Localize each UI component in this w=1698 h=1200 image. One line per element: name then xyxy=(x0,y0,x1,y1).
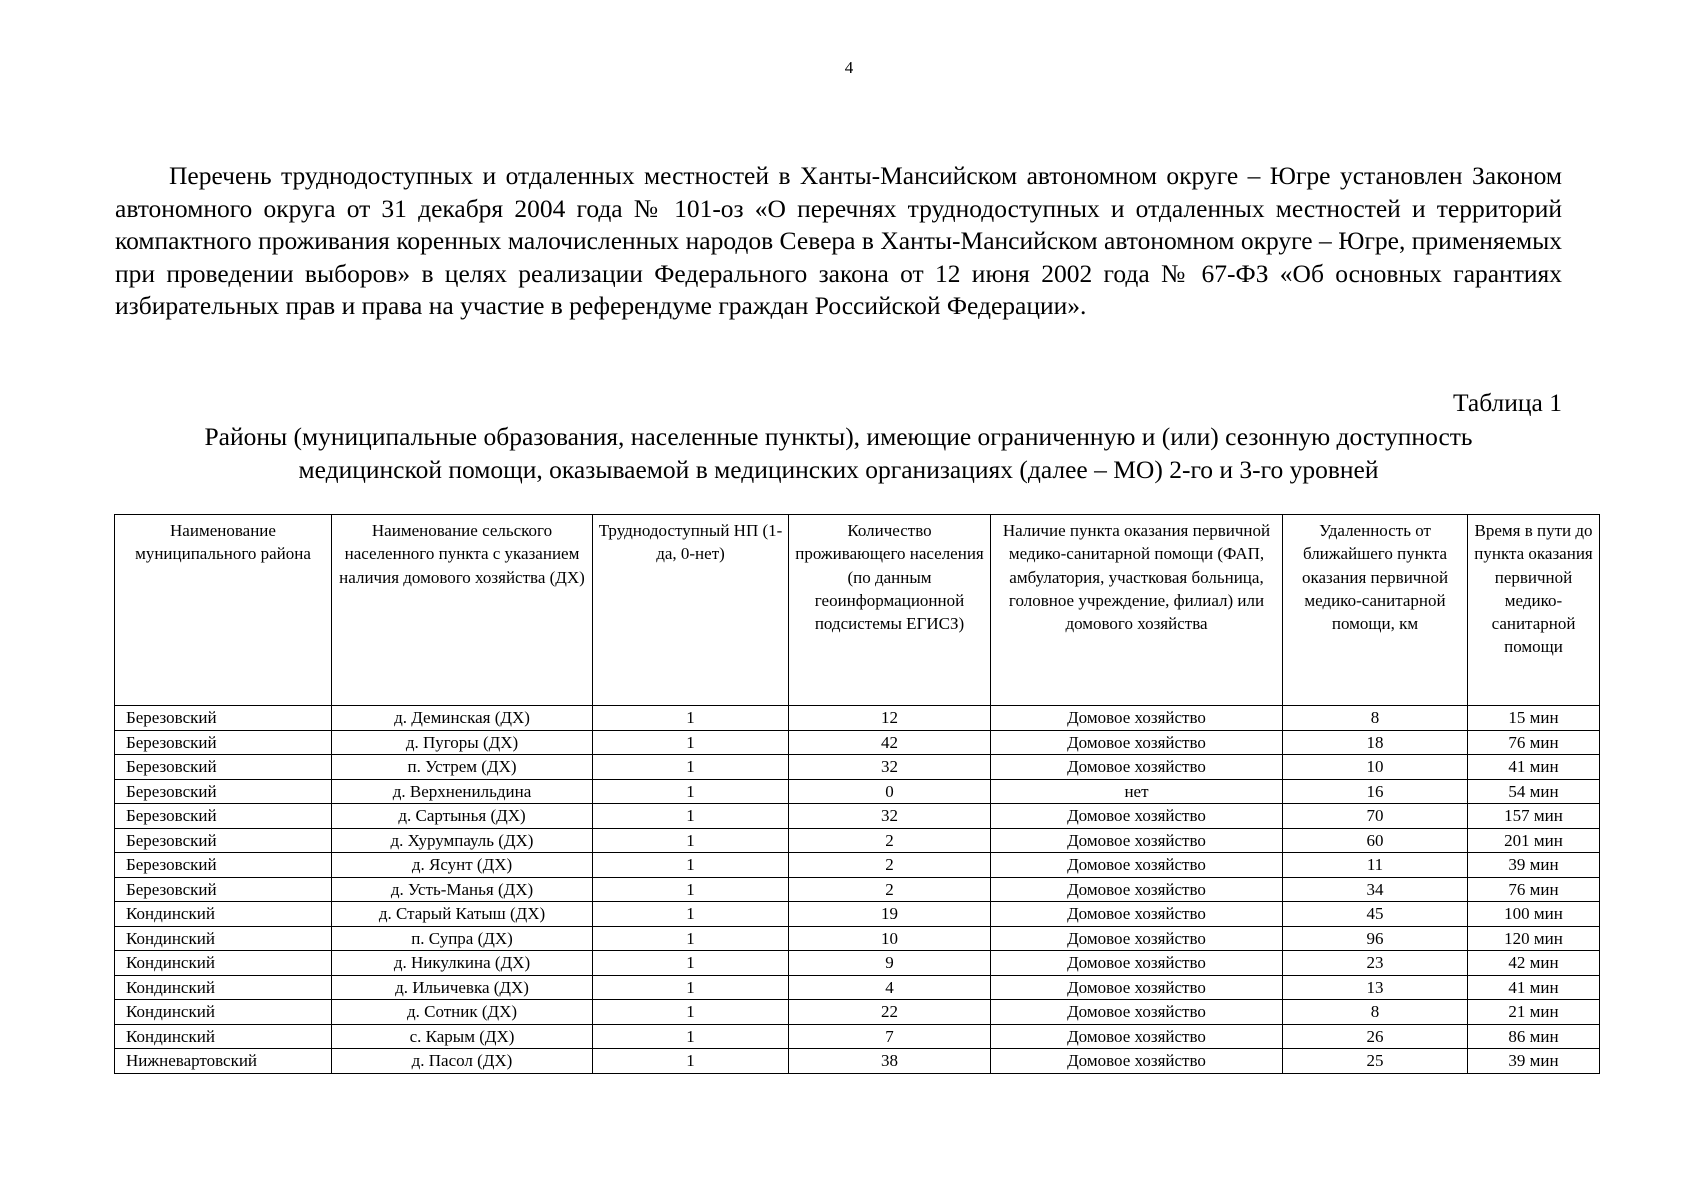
cell-settlement: п. Супра (ДХ) xyxy=(332,926,593,951)
table-title xyxy=(115,420,1562,486)
cell-settlement: д. Пугоры (ДХ) xyxy=(332,730,593,755)
cell-population: 10 xyxy=(789,926,991,951)
cell-distance: 8 xyxy=(1283,706,1468,731)
cell-distance: 96 xyxy=(1283,926,1468,951)
cell-settlement: д. Старый Катыш (ДХ) xyxy=(332,902,593,927)
cell-travel-time: 39 мин xyxy=(1468,853,1600,878)
cell-distance: 8 xyxy=(1283,1000,1468,1025)
header-distance: Удаленность от ближайшего пункта оказания первичной медико-санитарной помощи, км xyxy=(1283,515,1468,706)
cell-population: 32 xyxy=(789,755,991,780)
table-row xyxy=(115,902,1600,927)
cell-distance: 10 xyxy=(1283,755,1468,780)
cell-population: 42 xyxy=(789,730,991,755)
table-label: Таблица 1 xyxy=(1452,388,1562,417)
cell-travel-time: 157 мин xyxy=(1468,804,1600,829)
cell-hard-to-reach: 1 xyxy=(593,779,789,804)
cell-care-point: Домовое хозяйство xyxy=(991,877,1283,902)
cell-population: 2 xyxy=(789,828,991,853)
cell-district: Кондинский xyxy=(115,951,332,976)
cell-hard-to-reach: 1 xyxy=(593,755,789,780)
table-row xyxy=(115,926,1600,951)
cell-population: 32 xyxy=(789,804,991,829)
table-row xyxy=(115,975,1600,1000)
cell-travel-time: 86 мин xyxy=(1468,1024,1600,1049)
cell-care-point: Домовое хозяйство xyxy=(991,975,1283,1000)
cell-hard-to-reach: 1 xyxy=(593,853,789,878)
cell-district: Кондинский xyxy=(115,1024,332,1049)
table-body xyxy=(115,706,1600,1074)
accessibility-table xyxy=(114,514,1600,1074)
cell-travel-time: 120 мин xyxy=(1468,926,1600,951)
table-header xyxy=(115,515,1600,706)
cell-hard-to-reach: 1 xyxy=(593,926,789,951)
table-row xyxy=(115,755,1600,780)
cell-settlement: д. Усть-Манья (ДХ) xyxy=(332,877,593,902)
table-row xyxy=(115,804,1600,829)
cell-care-point: Домовое хозяйство xyxy=(991,1049,1283,1074)
cell-distance: 26 xyxy=(1283,1024,1468,1049)
cell-hard-to-reach: 1 xyxy=(593,877,789,902)
cell-district: Березовский xyxy=(115,804,332,829)
cell-care-point: Домовое хозяйство xyxy=(991,706,1283,731)
cell-care-point: Домовое хозяйство xyxy=(991,902,1283,927)
cell-population: 7 xyxy=(789,1024,991,1049)
page-number: 4 xyxy=(844,58,854,77)
cell-distance: 16 xyxy=(1283,779,1468,804)
cell-hard-to-reach: 1 xyxy=(593,1024,789,1049)
cell-distance: 34 xyxy=(1283,877,1468,902)
cell-care-point: Домовое хозяйство xyxy=(991,1000,1283,1025)
cell-hard-to-reach: 1 xyxy=(593,1000,789,1025)
cell-travel-time: 15 мин xyxy=(1468,706,1600,731)
cell-settlement: д. Сотник (ДХ) xyxy=(332,1000,593,1025)
cell-settlement: д. Никулкина (ДХ) xyxy=(332,951,593,976)
cell-travel-time: 42 мин xyxy=(1468,951,1600,976)
cell-distance: 45 xyxy=(1283,902,1468,927)
cell-travel-time: 41 мин xyxy=(1468,755,1600,780)
intro-paragraph: Перечень труднодоступных и отдаленных местностей в Ханты-Мансийском автономном округе – Югре установлен Законом автономного округа от 31 декабря 2004 года № 101-оз «О перечнях труднодоступных и отдаленных местностей и территорий компактного проживания коренных малочисленных народов Севера в Ханты-Мансийском автономном округе – Югре, применяемых при проведении выборов» в целях реализации Федерального закона от 12 июня 2002 года № 67-ФЗ «Об основных гарантиях избирательных прав и права на участие в референдуме граждан Российской Федерации». xyxy=(115,161,1562,320)
table-row xyxy=(115,1024,1600,1049)
cell-district: Березовский xyxy=(115,730,332,755)
cell-care-point: Домовое хозяйство xyxy=(991,828,1283,853)
cell-care-point: Домовое хозяйство xyxy=(991,926,1283,951)
cell-population: 4 xyxy=(789,975,991,1000)
table-title-line-2: медицинской помощи, оказываемой в медицинских организациях (далее – МО) 2-го и 3-го уровней xyxy=(298,455,1379,484)
table-row xyxy=(115,828,1600,853)
cell-care-point: Домовое хозяйство xyxy=(991,804,1283,829)
cell-district: Березовский xyxy=(115,755,332,780)
header-care-point: Наличие пункта оказания первичной медико-санитарной помощи (ФАП, амбулатория, участковая больница, головное учреждение, филиал) или домового хозяйства xyxy=(991,515,1283,706)
table-row xyxy=(115,779,1600,804)
cell-travel-time: 100 мин xyxy=(1468,902,1600,927)
cell-district: Кондинский xyxy=(115,902,332,927)
cell-population: 9 xyxy=(789,951,991,976)
cell-district: Кондинский xyxy=(115,975,332,1000)
cell-district: Березовский xyxy=(115,828,332,853)
cell-travel-time: 41 мин xyxy=(1468,975,1600,1000)
cell-settlement: д. Ясунт (ДХ) xyxy=(332,853,593,878)
cell-travel-time: 39 мин xyxy=(1468,1049,1600,1074)
cell-travel-time: 54 мин xyxy=(1468,779,1600,804)
cell-travel-time: 76 мин xyxy=(1468,877,1600,902)
cell-hard-to-reach: 1 xyxy=(593,706,789,731)
cell-district: Нижневартовский xyxy=(115,1049,332,1074)
table-row xyxy=(115,1049,1600,1074)
cell-hard-to-reach: 1 xyxy=(593,951,789,976)
header-row xyxy=(115,515,1600,706)
cell-care-point: нет xyxy=(991,779,1283,804)
cell-distance: 13 xyxy=(1283,975,1468,1000)
header-settlement: Наименование сельского населенного пункта с указанием наличия домового хозяйства (ДХ) xyxy=(332,515,593,706)
header-district: Наименование муниципального района xyxy=(115,515,332,706)
cell-distance: 25 xyxy=(1283,1049,1468,1074)
cell-settlement: д. Сартынья (ДХ) xyxy=(332,804,593,829)
cell-distance: 18 xyxy=(1283,730,1468,755)
cell-travel-time: 21 мин xyxy=(1468,1000,1600,1025)
cell-settlement: с. Карым (ДХ) xyxy=(332,1024,593,1049)
table-title-line-1: Районы (муниципальные образования, населенные пункты), имеющие ограниченную и (или) сезонную доступность xyxy=(204,422,1473,451)
cell-travel-time: 76 мин xyxy=(1468,730,1600,755)
cell-hard-to-reach: 1 xyxy=(593,902,789,927)
cell-care-point: Домовое хозяйство xyxy=(991,951,1283,976)
cell-hard-to-reach: 1 xyxy=(593,975,789,1000)
cell-settlement: д. Пасол (ДХ) xyxy=(332,1049,593,1074)
cell-settlement: д. Хурумпауль (ДХ) xyxy=(332,828,593,853)
cell-distance: 60 xyxy=(1283,828,1468,853)
table-row xyxy=(115,877,1600,902)
header-travel-time: Время в пути до пункта оказания первичной медико-санитарной помощи xyxy=(1468,515,1600,706)
header-hard-to-reach: Труднодоступный НП (1-да, 0-нет) xyxy=(593,515,789,706)
cell-population: 12 xyxy=(789,706,991,731)
cell-population: 22 xyxy=(789,1000,991,1025)
table-row xyxy=(115,951,1600,976)
header-population: Количество проживающего населения (по данным геоинформационной подсистемы ЕГИСЗ) xyxy=(789,515,991,706)
table-row xyxy=(115,730,1600,755)
cell-hard-to-reach: 1 xyxy=(593,828,789,853)
cell-population: 19 xyxy=(789,902,991,927)
cell-district: Березовский xyxy=(115,853,332,878)
cell-population: 0 xyxy=(789,779,991,804)
cell-distance: 11 xyxy=(1283,853,1468,878)
cell-care-point: Домовое хозяйство xyxy=(991,853,1283,878)
cell-settlement: д. Деминская (ДХ) xyxy=(332,706,593,731)
cell-care-point: Домовое хозяйство xyxy=(991,755,1283,780)
table-row xyxy=(115,706,1600,731)
cell-hard-to-reach: 1 xyxy=(593,804,789,829)
cell-care-point: Домовое хозяйство xyxy=(991,730,1283,755)
table-row xyxy=(115,1000,1600,1025)
cell-population: 2 xyxy=(789,877,991,902)
cell-district: Березовский xyxy=(115,779,332,804)
cell-settlement: д. Ильичевка (ДХ) xyxy=(332,975,593,1000)
cell-hard-to-reach: 1 xyxy=(593,730,789,755)
cell-travel-time: 201 мин xyxy=(1468,828,1600,853)
cell-district: Кондинский xyxy=(115,926,332,951)
cell-distance: 70 xyxy=(1283,804,1468,829)
cell-population: 38 xyxy=(789,1049,991,1074)
cell-distance: 23 xyxy=(1283,951,1468,976)
cell-care-point: Домовое хозяйство xyxy=(991,1024,1283,1049)
cell-settlement: д. Верхненильдина xyxy=(332,779,593,804)
cell-population: 2 xyxy=(789,853,991,878)
cell-district: Кондинский xyxy=(115,1000,332,1025)
cell-district: Березовский xyxy=(115,877,332,902)
cell-hard-to-reach: 1 xyxy=(593,1049,789,1074)
table-row xyxy=(115,853,1600,878)
cell-settlement: п. Устрем (ДХ) xyxy=(332,755,593,780)
cell-district: Березовский xyxy=(115,706,332,731)
